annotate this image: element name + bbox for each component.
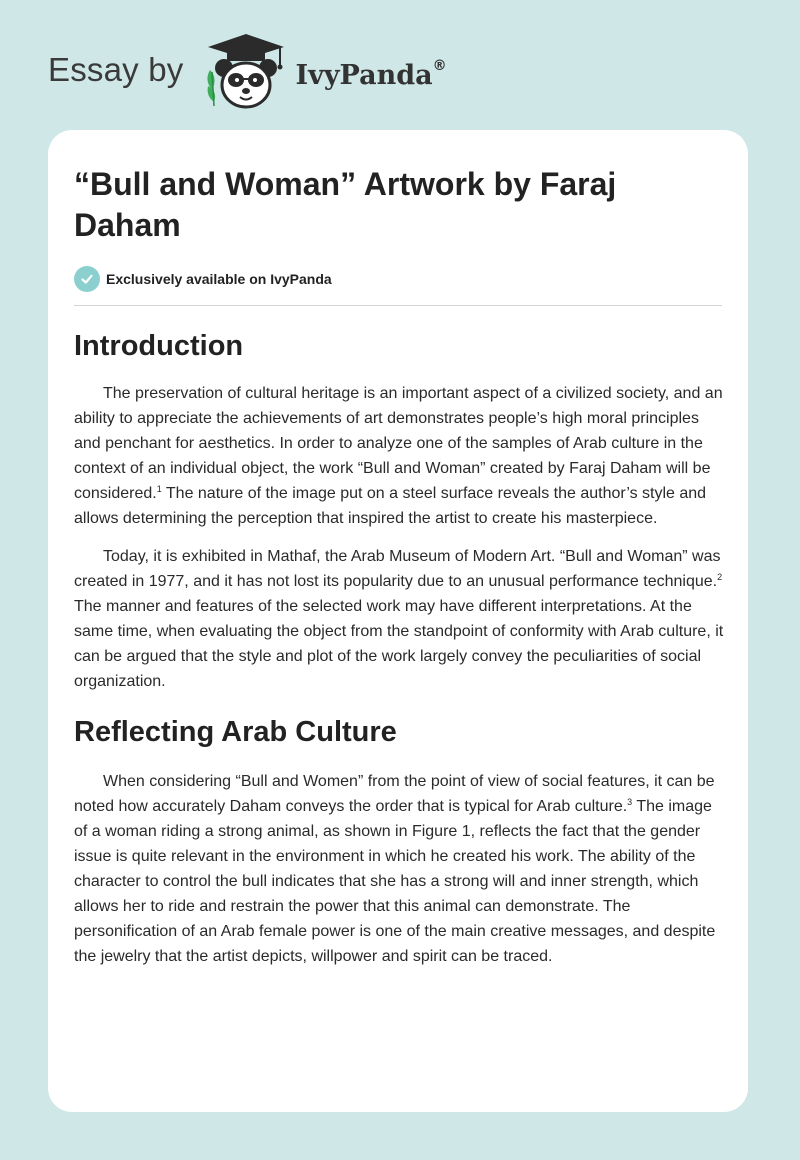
essay-by-label: Essay by: [48, 51, 184, 88]
paragraph: Today, it is exhibited in Mathaf, the Arab Museum of Modern Art. “Bull and Woman” was created in 1977, and it has not lost its popularity due to an unusual performance technique.$^2$ The manner and features of the selected work may have different interpretations. At the same time, when evaluating the object from the standpoint of conformity with Arab culture, it can be argued that the style and plot of the work largely convey the peculiarities of social organization.: [74, 548, 724, 690]
exclusive-badge: [74, 266, 722, 292]
footnote-ref[interactable]: 3: [627, 797, 633, 807]
brand-name[interactable]: IvyPanda®: [295, 57, 447, 91]
section-heading: Reflecting Arab Culture: [74, 716, 397, 748]
registered-mark: ®: [432, 57, 447, 74]
footnote-ref[interactable]: 1: [156, 484, 162, 494]
site-header: [48, 30, 447, 110]
section-heading: Introduction: [74, 330, 244, 362]
essay-card: [48, 130, 748, 1112]
exclusive-label: Exclusively available on IvyPanda: [106, 271, 332, 287]
panda-graduate-icon[interactable]: [200, 30, 292, 110]
paragraph: The preservation of cultural heritage is an important aspect of a civilized society, and an ability to appreciate the achievements of art demonstrates people’s high moral principles and penchant for aesthetics. In order to analyze one of the samples of Arab culture in the context of an individual object, the work “Bull and Woman” created by Faraj Daham will be considered.$^1$ The nature of the image put on a steel surface reveals the author’s style and allows determining the perception that inspired the artist to create his masterpiece.: [74, 385, 723, 527]
paragraph: When considering “Bull and Women” from the point of view of social features, it can be noted how accurately Daham conveys the order that is typical for Arab culture.$^3$ The image of a woman riding a strong animal, as shown in Figure 1, reflects the fact that the gender issue is quite relevant in the environment in which he created his work. The ability of the character to control the bull indicates that she has a strong will and inner strength, which allows her to ride and restrain the power that this animal can demonstrate. The personification of an Arab female power is one of the main creative messages, and despite the jewelry that the artist depicts, willpower and spirit can be traced.: [74, 773, 716, 965]
page-title: “Bull and Woman” Artwork by Faraj Daham: [74, 166, 617, 243]
footnote-ref[interactable]: 2: [717, 572, 723, 582]
check-icon: [74, 266, 100, 292]
divider: [74, 305, 722, 306]
